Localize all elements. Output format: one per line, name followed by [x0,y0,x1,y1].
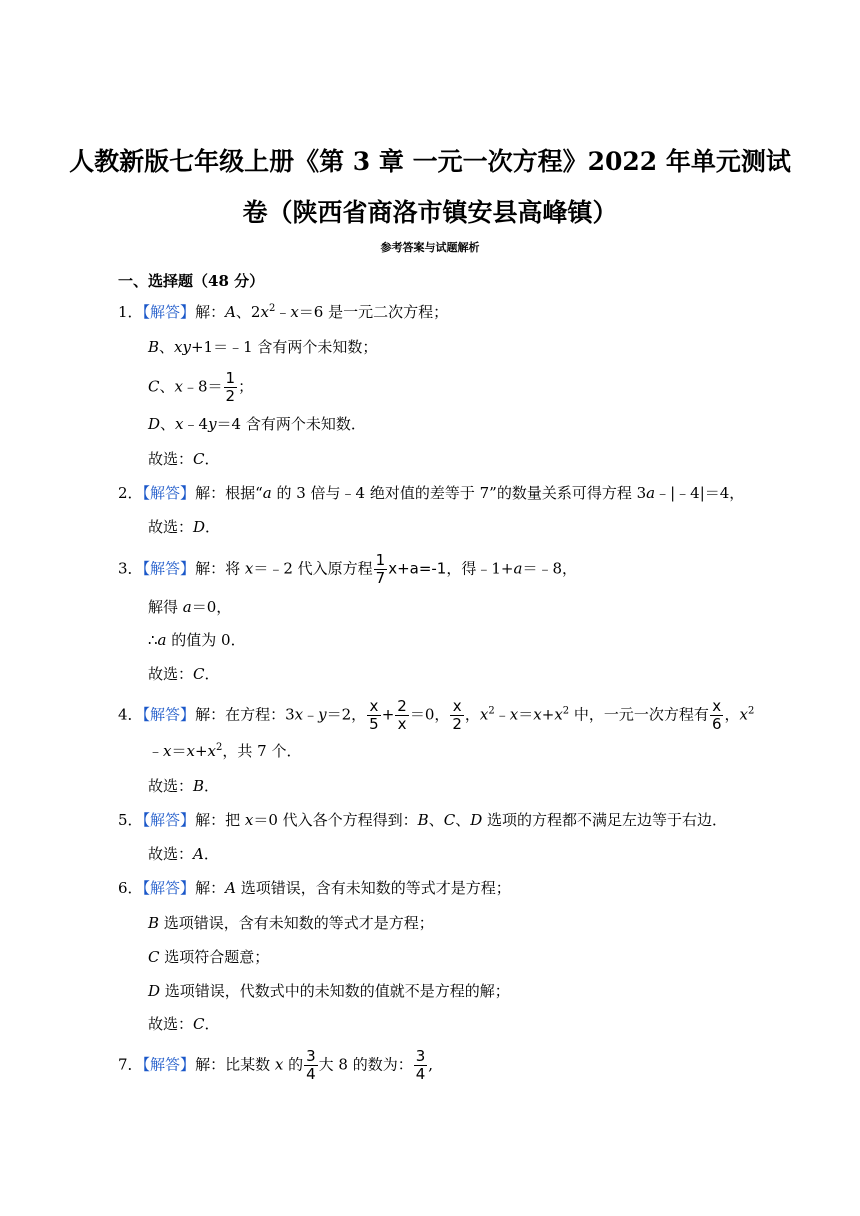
q4-l2e: + [194,742,208,760]
q6-a-text: 选项错误，含有未知数的等式才是方程； [235,879,511,897]
q3-line3 [148,629,246,651]
q4-t11: x [509,705,519,724]
q7-t4: 大 8 的数为： [318,1055,413,1074]
q5-t5: 、 [428,811,444,829]
q5-t2: x [244,811,254,829]
q4-l2c: ＝ [171,742,187,760]
q6-choice [148,1013,220,1035]
q4-t12: ＝ [518,705,534,724]
q4-plus: + [381,705,395,724]
q6-d-text: 选项错误，代数式中的未知数的值就不是方程的解； [160,982,510,1000]
solve-label: 解： [195,879,226,897]
answer-tag: 【解答】 [142,303,196,321]
q4-fraction-3 [450,699,464,732]
fraction-denominator: x [395,715,409,732]
q1-line2 [148,336,377,358]
q3-text4: ，得﹣1+ [446,559,514,578]
q1-b-rest: +1＝﹣1 含有两个未知数； [190,338,378,356]
doc-title-line1: 人教新版七年级上册《第 3 章 一元一次方程》2022 年单元测试 [69,147,791,176]
answer-tag: 【解答】 [142,484,196,502]
answer-tag: 【解答】 [142,705,196,724]
fraction-numerator: 2 [397,697,407,715]
q7-t2: x [274,1055,284,1074]
period: ． [204,1015,220,1033]
q4-t17: 中，一元一次方程有 [569,705,709,724]
q6-line3 [148,946,269,968]
q4-fraction-2 [395,699,409,732]
choose-label: 故选： [148,1015,194,1033]
q1-a-var: x [260,303,269,321]
q6-a-label: A [225,879,236,897]
q4-l2g: 2 [216,742,223,753]
choose-label: 故选： [148,665,194,683]
choose-label: 故选： [148,777,194,795]
q6-number: 6． [118,879,143,897]
q4-answer: B [193,777,205,795]
q5-t8: D [470,811,483,829]
q1-number: 1． [118,303,143,321]
q1-choice [148,448,220,470]
q2-var-a2: a [646,484,656,502]
q3-fraction [374,553,388,586]
doc-title-line2: 卷（陕西省商洛市镇安县高峰镇） [242,198,618,227]
q1-a-rest: ＝6 是一元二次方程； [298,303,449,321]
q7-fraction-1 [304,1049,318,1082]
q7-t3: 的 [283,1055,304,1074]
q4-t20: 2 [747,705,755,717]
q4-t10: ﹣ [494,705,510,724]
q1-line4 [148,413,366,435]
q4-line1 [118,699,754,732]
q1-c-end: ； [238,377,254,396]
q4-l2f: x [207,742,217,760]
fraction-numerator: x [452,697,462,715]
answer-tag: 【解答】 [142,879,196,897]
q1-b-sep: 、 [159,338,175,356]
period: ． [204,450,220,468]
q1-a-label: A [225,303,236,321]
q2-answer: D [193,518,206,536]
q4-t7: ， [464,705,480,724]
solve-label: 解： [195,705,226,724]
choose-label: 故选： [148,518,194,536]
q4-t19: x [739,705,748,724]
solve-label: 解： [195,811,226,829]
choose-label: 故选： [148,450,194,468]
q4-t15: x [554,705,563,724]
q3-l2c: ＝0， [191,598,232,616]
q4-t1: 在方程：3 [225,705,295,724]
q2-text5: ﹣|﹣4|＝4， [655,484,745,502]
q1-d-rest: ＝4 含有两个未知数． [216,415,366,433]
q4-t13: x [533,705,542,724]
q6-c-label: C [148,948,160,966]
q1-d-sep: 、 [160,415,176,433]
q1-d-minus: ﹣4 [183,415,209,433]
q1-d-label: D [148,415,161,433]
q5-number: 5． [118,811,143,829]
q3-text3: ＝﹣2 代入原方程 [253,559,373,578]
q4-line2 [148,740,301,762]
period: ． [203,845,219,863]
fraction-numerator: x [369,697,379,715]
q3-choice [148,663,220,685]
q2-var-a: a [262,484,272,502]
q6-d-label: D [148,982,161,1000]
q4-fraction-4 [710,699,724,732]
q3-answer: C [193,665,205,683]
q4-l2h: ，共 7 个． [222,742,302,760]
solve-label: 解： [195,1055,226,1074]
q1-a-var2: x [290,303,299,321]
period: ． [204,777,220,795]
q4-t2: x [294,705,304,724]
q1-b-var: xy [174,338,191,356]
q1-line1 [118,301,448,323]
q1-c-fraction [224,371,238,404]
answer-tag: 【解答】 [142,1055,196,1074]
solve-label: 解： [195,484,226,502]
solve-label: 解： [195,559,226,578]
q2-choice [148,516,220,538]
therefore-symbol: ∴ [148,631,158,649]
q4-t4: y [318,705,327,724]
q4-t14: + [541,705,555,724]
answer-tag: 【解答】 [142,811,196,829]
q1-c-sep: 、 [159,377,175,396]
q1-a-exp: 2 [268,303,276,314]
fraction-denominator: 2 [225,387,236,405]
q3-number: 3． [118,559,143,578]
q4-t16: 2 [562,705,570,717]
q5-choice [148,843,219,865]
fraction-numerator: x [712,697,722,715]
q5-t6: C [443,811,456,829]
fraction-numerator: 3 [415,1047,426,1065]
q5-t7: 、 [455,811,471,829]
solve-label: 解： [195,303,226,321]
fraction-denominator: 4 [306,1065,316,1083]
answer-tag: 【解答】 [142,559,196,578]
fraction-denominator: 4 [415,1065,426,1083]
q6-b-label: B [148,914,160,932]
q4-fraction-1 [367,699,381,732]
q1-c-label: C [148,377,160,396]
q4-t6: ＝0， [409,705,450,724]
q4-t18: ， [724,705,740,724]
q2-number: 2． [118,484,143,502]
q6-answer: C [193,1015,205,1033]
q4-l2a: ﹣ [148,742,164,760]
q3-l3b: a [157,631,167,649]
q7-t1: 比某数 [225,1055,275,1074]
q3-text1: 将 [225,559,245,578]
fraction-denominator: 5 [369,715,379,733]
fraction-numerator: 1 [225,369,236,387]
period: ． [205,518,221,536]
q3-text6: ＝﹣8， [522,559,577,578]
q5-t4: B [417,811,429,829]
q1-d-var: x [175,415,184,433]
q5-t1: 把 [225,811,245,829]
q4-number: 4． [118,705,143,724]
q3-var-a: a [513,559,523,578]
q4-t9: 2 [488,705,495,717]
q7-line1 [118,1049,433,1082]
q2-line1 [118,482,744,504]
q1-a-text: 、2 [235,303,261,321]
choose-label: 故选： [148,845,194,863]
q7-number: 7． [118,1055,143,1074]
q3-l3c: 的值为 0． [166,631,246,649]
q5-t9: 选项的方程都不满足左边等于右边． [482,811,728,829]
q5-t3: ＝0 代入各个方程得到： [253,811,418,829]
q3-line2 [148,596,231,618]
doc-subtitle: 参考答案与试题解析 [380,241,480,254]
q4-l2d: x [186,742,195,760]
q4-l2b: x [163,742,172,760]
section-heading: 一、选择题（48 分） [118,272,265,290]
period: ． [204,665,220,683]
fraction-denominator: 7 [375,569,386,587]
q4-t3: ﹣ [303,705,319,724]
fraction-numerator: 3 [306,1047,316,1065]
fraction-denominator: 2 [452,715,462,733]
q1-c-var: x [174,377,183,396]
q1-c-eq: ﹣8＝ [182,377,223,396]
q4-t5: ＝2， [326,705,367,724]
q3-l2b: a [182,598,192,616]
q1-a-minus: ﹣ [275,303,291,321]
q6-line4 [148,980,510,1002]
q4-t8: x [479,705,489,724]
q5-line1 [118,809,727,831]
q1-d-var2: y [208,415,217,433]
q2-text3: 的 3 倍与﹣4 绝对值的差等于 7”的数量关系可得方程 3 [271,484,647,502]
fraction-numerator: 1 [375,551,386,569]
q6-b-text: 选项错误，含有未知数的等式才是方程； [159,914,434,932]
q6-line1 [118,877,511,899]
q3-var-x: x [244,559,254,578]
q1-answer: C [193,450,205,468]
q3-equation-tail: x+a=-1 [388,559,447,578]
q5-answer: A [193,845,204,863]
q4-choice [148,775,219,797]
q2-text1: 根据“ [225,484,263,502]
q1-b-label: B [148,338,160,356]
fraction-denominator: 6 [711,715,722,733]
q3-l2a: 解得 [148,598,183,616]
q3-line1 [118,553,577,586]
q6-c-text: 选项符合题意； [159,948,270,966]
q7-fraction-2 [414,1049,428,1082]
q1-line3 [148,371,253,404]
q6-line2 [148,912,434,934]
q7-t5: , [428,1055,434,1074]
